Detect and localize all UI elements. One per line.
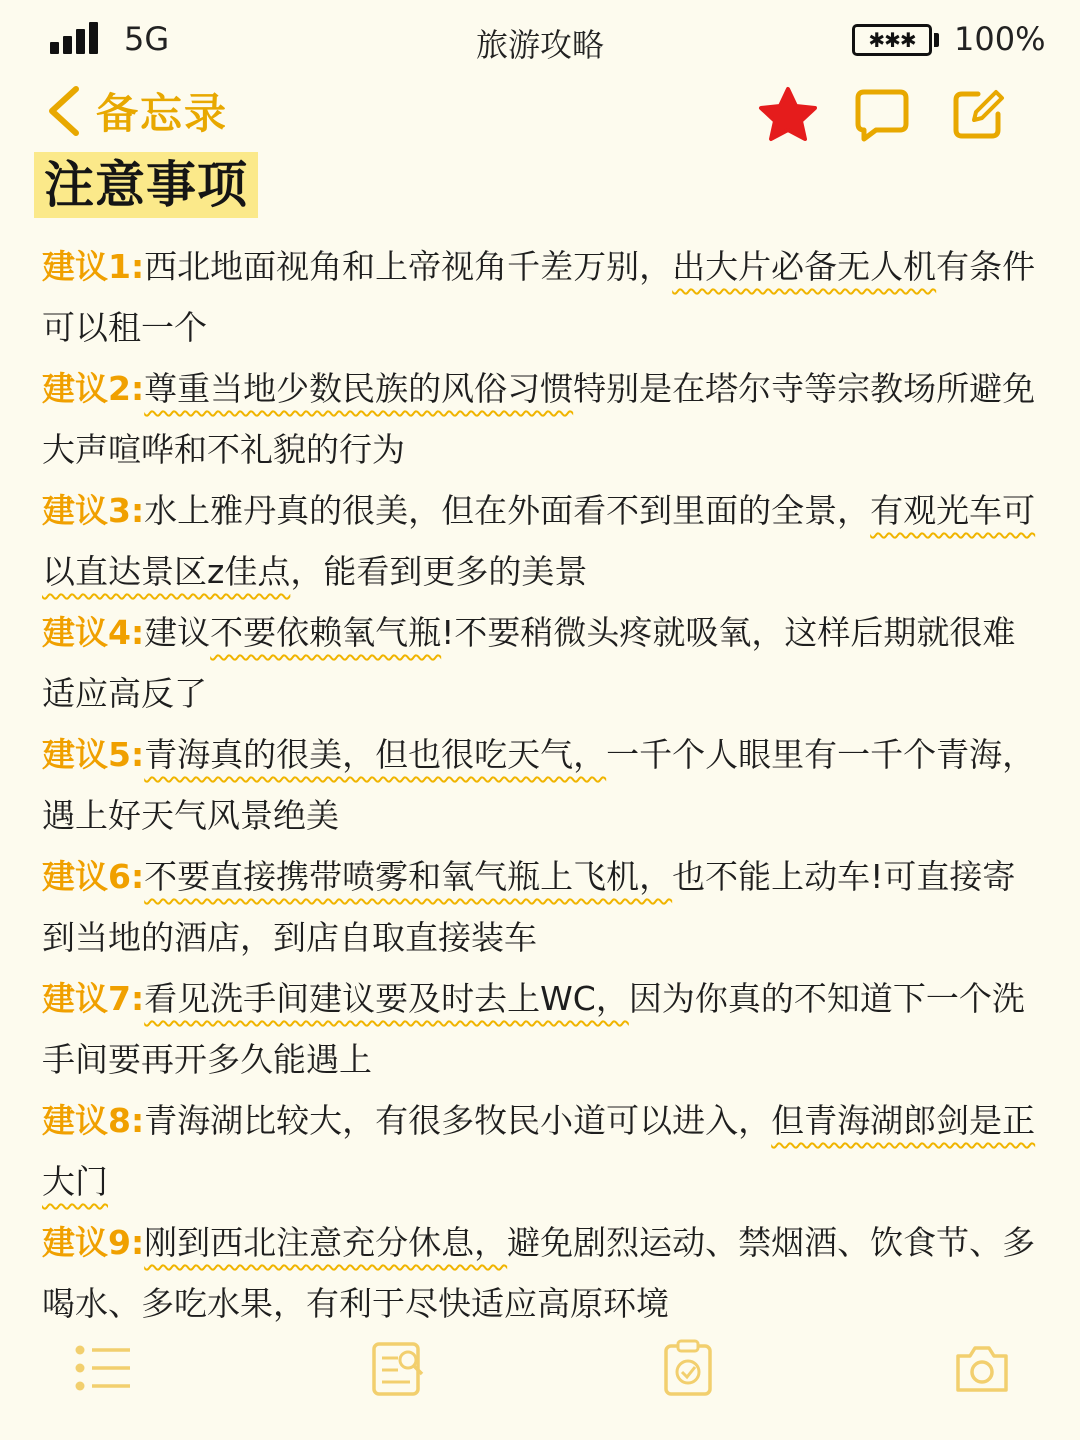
checklist-search-button[interactable]	[368, 1338, 428, 1398]
back-chevron-icon	[44, 83, 84, 139]
status-bar	[0, 0, 1080, 80]
tip-highlight: 但青海湖郎剑是正大门	[42, 1101, 1036, 1201]
tip-highlight: 刚到西北注意充分休息，	[144, 1223, 508, 1262]
tip-item	[42, 846, 1042, 968]
tip-label: 建议4:	[42, 613, 145, 652]
tip-text: 因为你真的不知道下一个洗手间要再开多久能遇上	[42, 979, 1025, 1079]
tip-label: 建议9:	[42, 1223, 145, 1262]
tip-item	[42, 968, 1042, 1090]
bottom-toolbar	[0, 1330, 1080, 1410]
battery-percent: 100%	[954, 20, 1046, 58]
checklist-search-icon	[368, 1338, 428, 1398]
list-icon	[72, 1338, 132, 1398]
battery-icon	[852, 24, 932, 56]
tip-highlight: 不要直接携带喷雾和氧气瓶上飞机，	[144, 857, 673, 896]
tip-highlight: 有观光车可以直达景区z佳点	[42, 491, 1036, 591]
tip-label: 建议8:	[42, 1101, 145, 1140]
battery-tip	[934, 33, 939, 47]
tip-label: 建议2:	[42, 369, 145, 408]
star-icon	[758, 86, 818, 142]
tip-item	[42, 236, 1042, 358]
tip-label: 建议7:	[42, 979, 145, 1018]
comment-button[interactable]	[852, 86, 912, 142]
tip-item	[42, 358, 1042, 480]
battery-glyphs: ✱✱✱	[868, 28, 916, 52]
tip-text: !不要稍微头疼就吸氧，这样后期就很难适应高反了	[42, 613, 1016, 713]
tip-highlight: 出大片必备无人机	[672, 247, 937, 286]
tip-text: 西北地面视角和上帝视角千差万别，	[144, 247, 673, 286]
checklist-button[interactable]	[658, 1338, 718, 1398]
tip-label: 建议5:	[42, 735, 145, 774]
tip-item	[42, 602, 1042, 724]
star-button[interactable]	[758, 86, 818, 142]
tip-text: 有条件可以租一个	[42, 247, 1036, 347]
tip-text: 建议	[144, 613, 211, 652]
tip-item	[42, 724, 1042, 846]
back-label: 备忘录	[96, 89, 229, 138]
note-title: 注意事项	[34, 152, 258, 218]
camera-button[interactable]	[952, 1338, 1012, 1398]
status-bar-title: 旅游攻略	[475, 26, 604, 64]
edit-icon	[948, 86, 1008, 142]
tip-text: 也不能上动车!可直接寄到当地的酒店，到店自取直接装车	[42, 857, 1016, 957]
tip-highlight: 看见洗手间建议要及时去上WC，	[144, 979, 629, 1018]
tip-item	[42, 480, 1042, 602]
tip-text: ，能看到更多的美景	[290, 552, 588, 591]
comment-icon	[852, 86, 912, 142]
tip-text: 水上雅丹真的很美，但在外面看不到里面的全景，	[144, 491, 871, 530]
camera-icon	[952, 1338, 1012, 1398]
checklist-icon	[658, 1338, 718, 1398]
list-button[interactable]	[72, 1338, 132, 1398]
tip-item	[42, 1212, 1042, 1334]
tip-label: 建议6:	[42, 857, 145, 896]
tip-text: 特别是在塔尔寺等宗教场所避免大声喧哗和不礼貌的行为	[42, 369, 1036, 469]
tip-text: 青海湖比较大，有很多牧民小道可以进入，	[144, 1101, 772, 1140]
note-body	[42, 236, 1042, 1334]
tip-highlight: 青海真的很美，但也很吃天气，	[144, 735, 607, 774]
nav-bar	[0, 80, 1080, 150]
tip-highlight: 不要依赖氧气瓶	[210, 613, 442, 652]
back-button[interactable]	[44, 80, 228, 142]
tip-item	[42, 1090, 1042, 1212]
tip-highlight: 尊重当地少数民族的风俗习惯	[144, 369, 574, 408]
edit-button[interactable]	[948, 86, 1008, 142]
tip-text: 一千个人眼里有一千个青海，遇上好天气风景绝美	[42, 735, 1036, 835]
tip-text: 避免剧烈运动、禁烟酒、饮食节、多喝水、多吃水果，有利于尽快适应高原环境	[42, 1223, 1036, 1323]
network-type: 5G	[124, 20, 170, 58]
tip-label: 建议3:	[42, 491, 145, 530]
tip-label: 建议1:	[42, 247, 145, 286]
